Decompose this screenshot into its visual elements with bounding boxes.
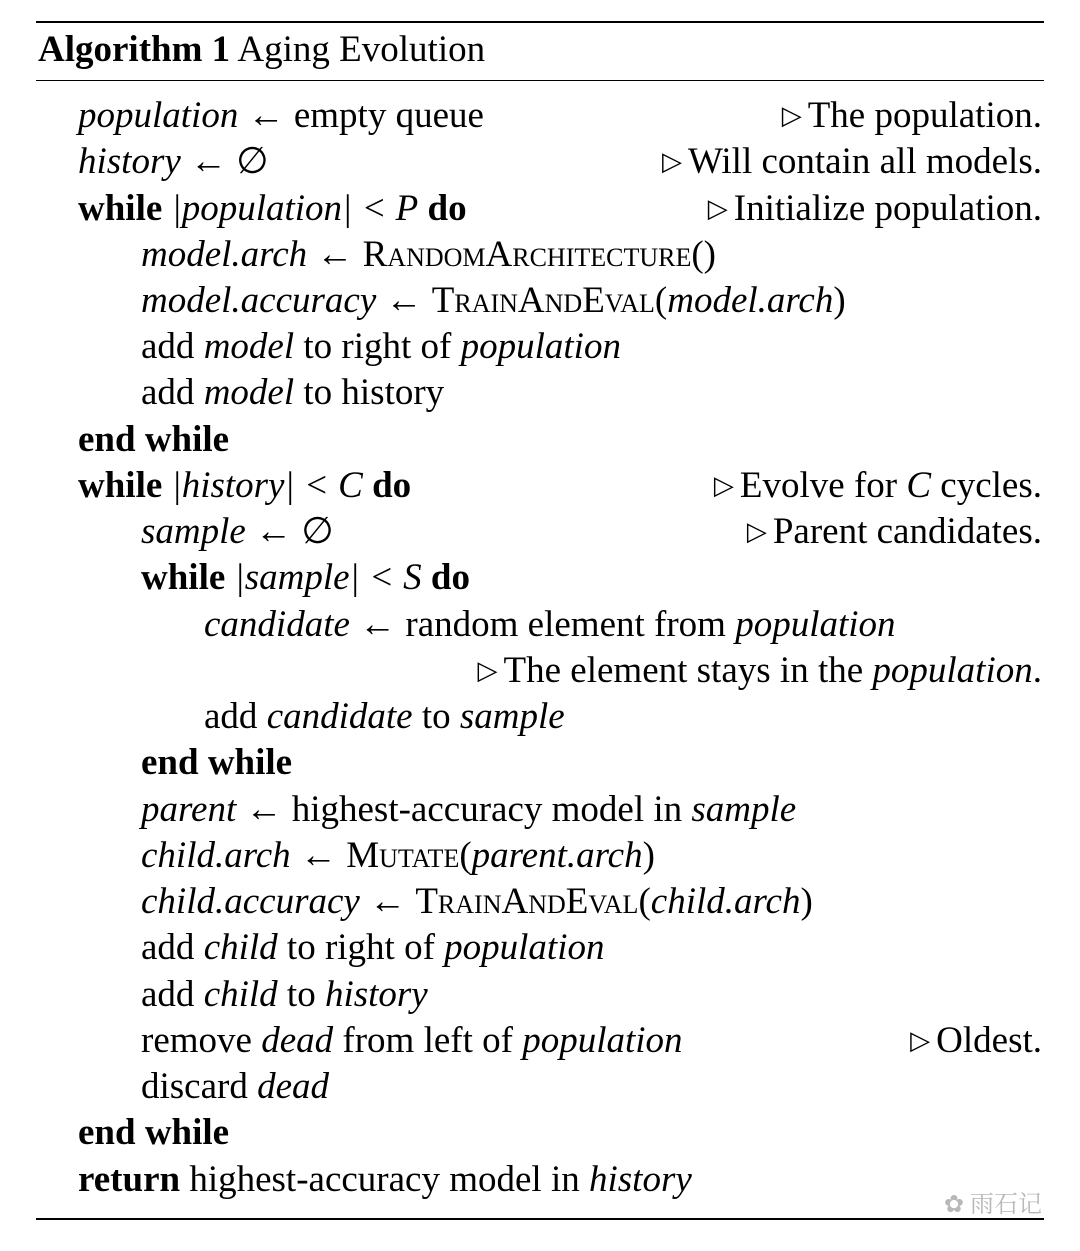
var-population: population [78,95,239,136]
assign-arrow: ← [255,511,293,552]
algorithm-line-11 [0,555,1080,601]
watermark-text: 雨石记 [970,1190,1042,1218]
var-model-arch: model.arch [141,234,308,275]
algorithm-line-9 [0,463,1080,509]
algorithm-line-4 [0,232,1080,278]
algorithm-title: Aging Evolution [237,29,486,70]
var-candidate: candidate [204,604,350,645]
bottom-rule [36,1218,1044,1220]
func-train-and-eval: TrainAndEval [415,881,639,922]
paren-open: ( [638,881,651,922]
keyword-do: do [430,557,470,598]
object: model [203,326,295,367]
comment [708,186,1042,232]
target: sample [459,696,565,737]
keyword-return: return [78,1159,181,1200]
wechat-icon: ✿ [943,1190,964,1218]
target: population [735,604,896,645]
assign-arrow: ← [316,234,354,275]
loop-condition: |population| < P [171,188,419,229]
comment-text: Oldest. [936,1020,1042,1061]
assign-arrow: ← [190,141,228,182]
comment [478,648,1042,694]
target: population [460,326,621,367]
keyword-end-while: end while [141,742,293,783]
algorithm-line-1 [0,93,1080,139]
keyword-end-while: end while [78,419,230,460]
assign-arrow: ← [369,881,407,922]
object: dead [257,1066,330,1107]
object: dead [261,1020,334,1061]
keyword-do: do [372,465,412,506]
comment [662,139,1042,185]
var-child-accuracy: child.accuracy [141,881,360,922]
empty-set: ∅ [301,511,334,552]
object: child [203,927,278,968]
preposition: to right of [303,326,452,367]
algorithm-line-19 [0,925,1080,971]
preposition: to history [303,372,445,413]
algorithm-line-24 [0,1157,1080,1203]
algorithm-label: Algorithm 1 [38,29,231,70]
paren-close: ) [833,280,846,321]
algorithm-line-15 [0,740,1080,786]
keyword-while: while [78,188,163,229]
var-history: history [78,141,181,182]
algorithm-header [38,27,485,73]
verb: discard [141,1066,248,1107]
keyword-end-while: end while [78,1112,230,1153]
assign-arrow: ← [245,789,283,830]
verb: add [141,974,195,1015]
verb: add [204,696,258,737]
func-args: () [691,234,717,275]
comment-var: C [906,465,932,506]
comment-marker-icon: ▷ [713,471,734,500]
var-sample: sample [141,511,246,552]
object: child [203,974,278,1015]
object: model [203,372,295,413]
algorithm-line-12 [0,602,1080,648]
preposition: from left of [342,1020,513,1061]
watermark [944,1184,1042,1219]
rhs: highest-accuracy model in [189,1159,580,1200]
comment-text: Evolve for [739,465,898,506]
func-arg: parent.arch [471,835,643,876]
algorithm-line-2 [0,139,1080,185]
algorithm-line-23 [0,1110,1080,1156]
rhs: highest-accuracy model in [291,789,683,830]
comment-text-end: cycles. [940,465,1042,506]
comment [714,463,1042,509]
target: history [324,974,428,1015]
rhs: empty queue [293,95,484,136]
func-arg: child.arch [650,881,801,922]
algorithm-line-17 [0,833,1080,879]
empty-set: ∅ [236,141,269,182]
func-random-architecture: RandomArchitecture [362,234,692,275]
func-mutate: Mutate [346,835,460,876]
comment-text-end: . [1032,650,1042,691]
comment [782,93,1042,139]
verb: remove [141,1020,252,1061]
target: population [444,927,605,968]
preposition: to [421,696,451,737]
var-child-arch: child.arch [141,835,291,876]
preposition: to [286,974,316,1015]
verb: add [141,372,195,413]
func-train-and-eval: TrainAndEval [431,280,655,321]
paren-open: ( [459,835,472,876]
comment-text: The element stays in the [503,650,864,691]
keyword-while: while [141,557,226,598]
paren-open: ( [654,280,668,321]
algorithm-line-21 [0,1018,1080,1064]
comment-text: Parent candidates. [772,511,1042,552]
paren-close: ) [642,835,655,876]
assign-arrow: ← [299,835,337,876]
comment-text: Will contain all models. [687,141,1042,182]
comment-marker-icon: ▷ [707,194,728,223]
preposition: to right of [286,927,435,968]
func-arg: model.arch [667,280,834,321]
loop-condition: |sample| < S [234,557,422,598]
comment-marker-icon: ▷ [746,517,767,546]
algorithm-line-14 [0,694,1080,740]
algorithm-line-10 [0,509,1080,555]
object: candidate [266,696,413,737]
top-rule [36,21,1044,23]
algorithm-line-13 [0,648,1080,694]
comment-marker-icon: ▷ [910,1026,931,1055]
comment-text: Initialize population. [733,188,1042,229]
comment-text: The population. [807,95,1042,136]
assign-arrow: ← [385,280,423,321]
algorithm-line-8 [0,417,1080,463]
comment [747,509,1042,555]
paren-close: ) [800,881,813,922]
target: history [588,1159,692,1200]
algorithm-line-22 [0,1064,1080,1110]
algorithm-line-18 [0,879,1080,925]
verb: add [141,927,195,968]
target: sample [691,789,797,830]
comment-marker-icon: ▷ [477,656,498,685]
header-rule [36,80,1044,81]
comment-marker-icon: ▷ [781,101,802,130]
algorithm-line-6 [0,324,1080,370]
assign-arrow: ← [247,95,285,136]
rhs: random element from [405,604,726,645]
verb: add [141,326,195,367]
algorithm-line-3 [0,186,1080,232]
algorithm-line-7 [0,370,1080,416]
comment-var: population [872,650,1033,691]
keyword-while: while [78,465,163,506]
algorithm-line-5 [0,278,1080,324]
algorithm-line-16 [0,787,1080,833]
var-model-accuracy: model.accuracy [141,280,377,321]
assign-arrow: ← [359,604,397,645]
target: population [522,1020,683,1061]
algorithm-line-20 [0,972,1080,1018]
keyword-do: do [427,188,467,229]
var-parent: parent [141,789,237,830]
loop-condition: |history| < C [171,465,363,506]
comment [910,1018,1042,1064]
comment-marker-icon: ▷ [661,147,682,176]
